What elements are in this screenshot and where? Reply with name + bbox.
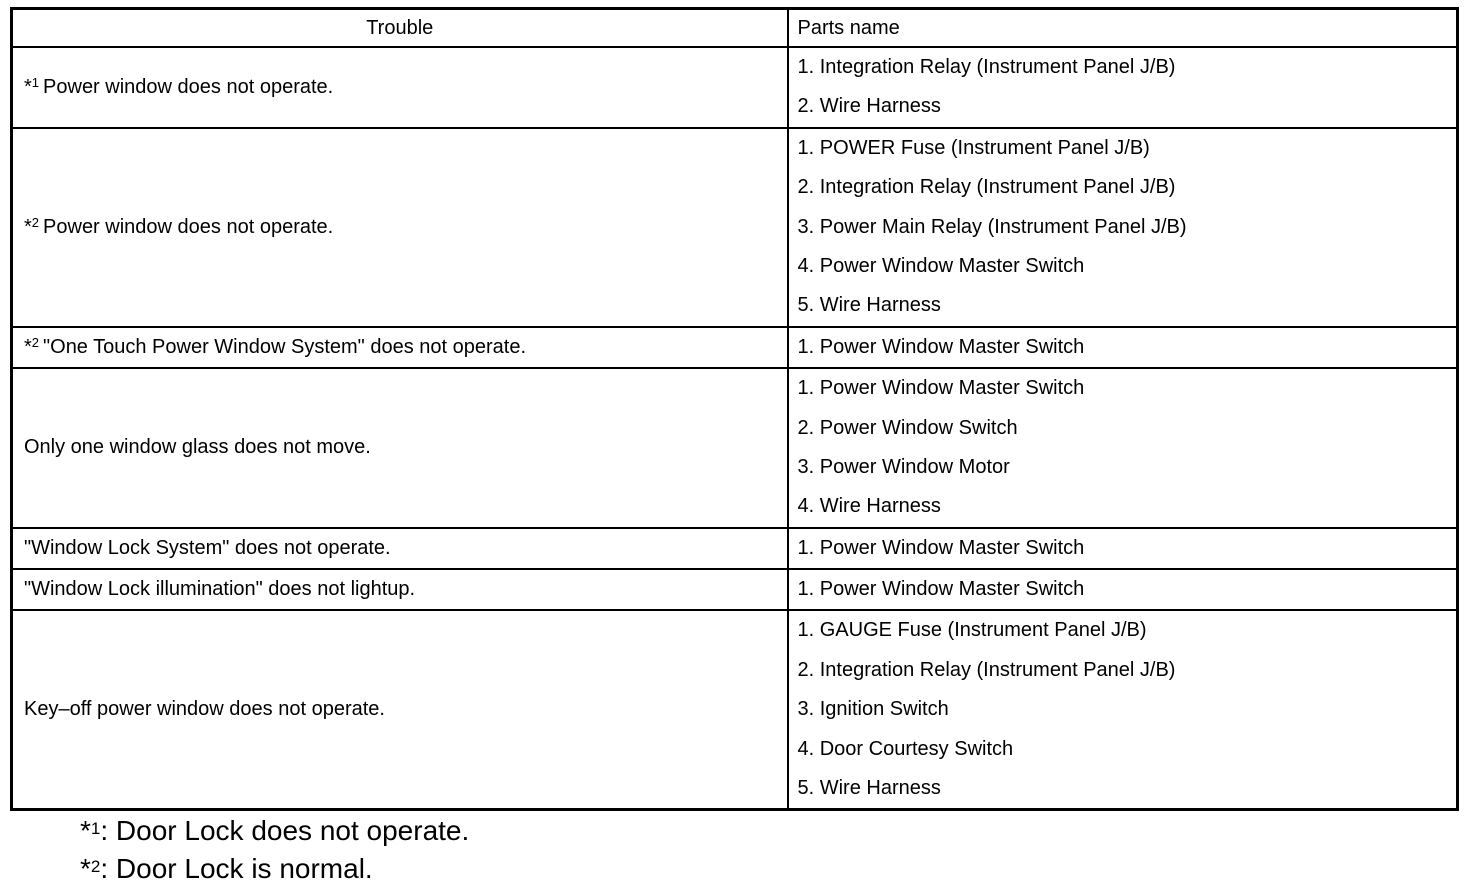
footnote-star: * xyxy=(24,335,32,358)
part-item: 1. Power Window Master Switch xyxy=(797,335,1085,358)
trouble-text: "Window Lock illumination" does not lightup. xyxy=(24,578,416,601)
footnote-line xyxy=(80,850,469,888)
footnote-number: 2 xyxy=(31,334,40,350)
part-item: 1. Integration Relay (Instrument Panel J/B) xyxy=(797,56,1176,78)
part-item: 4. Door Courtesy Switch xyxy=(797,737,1014,760)
part-item: 1. Power Window Master Switch xyxy=(797,377,1085,400)
part-item: 2. Wire Harness xyxy=(797,95,941,118)
footnote-star: * xyxy=(80,853,91,884)
trouble-text: Key–off power window does not operate. xyxy=(24,698,385,721)
part-item: 2. Power Window Switch xyxy=(797,416,1018,439)
trouble-text: "One Touch Power Window System" does not operate. xyxy=(43,335,526,358)
part-item: 3. Power Main Relay (Instrument Panel J/B) xyxy=(797,215,1187,238)
table-row xyxy=(12,528,1458,569)
trouble-cell xyxy=(12,128,788,327)
table-row xyxy=(12,569,1458,610)
trouble-cell xyxy=(12,528,788,569)
part-item: 3. Ignition Switch xyxy=(797,698,949,721)
footnote-marker xyxy=(24,76,39,98)
footnote-number: 1 xyxy=(90,819,101,838)
table-row xyxy=(12,610,1458,809)
part-item: 2. Integration Relay (Instrument Panel J/B) xyxy=(797,658,1176,681)
part-item: 1. GAUGE Fuse (Instrument Panel J/B) xyxy=(797,619,1147,642)
footnote-marker xyxy=(24,336,39,358)
trouble-text: Power window does not operate. xyxy=(43,75,334,98)
parts-cell xyxy=(788,569,1458,610)
table-row xyxy=(12,128,1458,327)
trouble-text: Only one window glass does not move. xyxy=(24,436,371,459)
table-row xyxy=(12,47,1458,128)
part-item: 1. Power Window Master Switch xyxy=(797,536,1085,559)
header-trouble: Trouble xyxy=(12,9,788,48)
trouble-text: "Window Lock System" does not operate. xyxy=(24,536,391,559)
table-row xyxy=(12,327,1458,368)
trouble-cell xyxy=(12,610,788,809)
table-row xyxy=(12,368,1458,528)
header-parts-name: Parts name xyxy=(788,9,1458,48)
part-item: 5. Wire Harness xyxy=(797,777,941,800)
part-item: 5. Wire Harness xyxy=(797,294,941,317)
part-item: 1. Power Window Master Switch xyxy=(797,578,1085,601)
parts-cell xyxy=(788,368,1458,528)
footnote-number: 1 xyxy=(31,74,40,90)
footnote-number: 2 xyxy=(90,857,101,876)
trouble-cell xyxy=(12,327,788,368)
part-item: 1. POWER Fuse (Instrument Panel J/B) xyxy=(797,136,1150,159)
table-body xyxy=(12,47,1458,810)
footnote-star: * xyxy=(24,215,32,238)
footnotes xyxy=(80,812,469,888)
trouble-cell xyxy=(12,569,788,610)
footnote-number: 2 xyxy=(31,214,40,230)
parts-cell xyxy=(788,47,1458,128)
table-header-row xyxy=(12,9,1458,48)
troubleshooting-table xyxy=(10,7,1459,811)
part-item: 3. Power Window Motor xyxy=(797,455,1010,478)
trouble-text: Power window does not operate. xyxy=(43,215,334,238)
footnote-star: * xyxy=(24,75,32,98)
parts-cell xyxy=(788,610,1458,809)
part-item: 4. Power Window Master Switch xyxy=(797,254,1085,277)
trouble-cell xyxy=(12,368,788,528)
footnote-text: : Door Lock is normal. xyxy=(100,853,373,884)
parts-cell xyxy=(788,528,1458,569)
footnote-line xyxy=(80,812,469,850)
trouble-cell xyxy=(12,47,788,128)
part-item: 4. Wire Harness xyxy=(797,495,941,518)
part-item: 2. Integration Relay (Instrument Panel J/B) xyxy=(797,176,1176,199)
footnote-star: * xyxy=(80,815,91,846)
footnote-marker xyxy=(24,216,39,238)
parts-cell xyxy=(788,327,1458,368)
footnote-text: : Door Lock does not operate. xyxy=(100,815,470,846)
parts-cell xyxy=(788,128,1458,327)
